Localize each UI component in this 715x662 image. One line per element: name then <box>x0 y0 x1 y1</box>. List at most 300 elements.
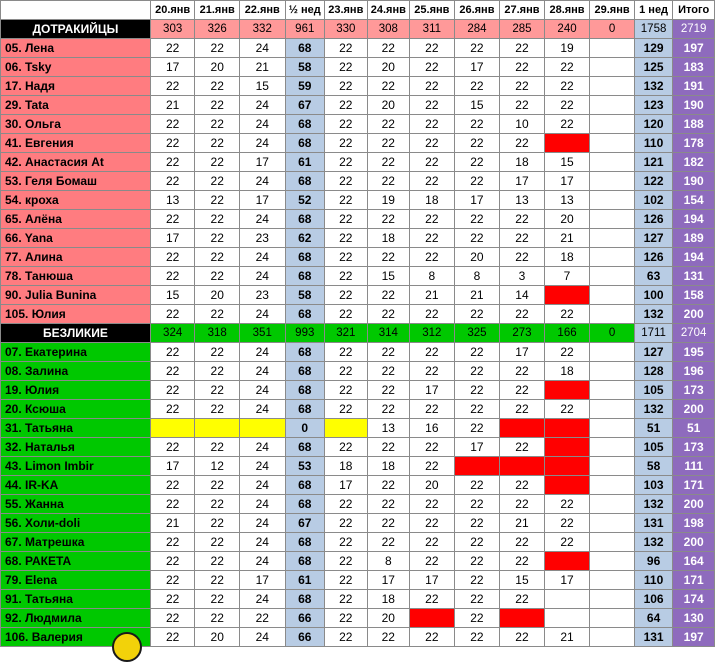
score-cell[interactable]: 15 <box>500 571 545 590</box>
score-cell[interactable]: 22 <box>410 58 455 77</box>
score-cell[interactable]: 123 <box>634 96 672 115</box>
score-cell[interactable] <box>590 381 635 400</box>
score-cell[interactable]: 22 <box>150 571 195 590</box>
score-cell[interactable]: 22 <box>367 400 410 419</box>
score-cell[interactable]: 121 <box>634 153 672 172</box>
score-cell[interactable]: 22 <box>454 476 500 495</box>
score-cell[interactable]: 22 <box>410 343 455 362</box>
score-cell[interactable]: 22 <box>367 438 410 457</box>
member-name[interactable]: 29. Tata <box>1 96 151 115</box>
score-cell[interactable]: 22 <box>195 229 240 248</box>
score-cell[interactable]: 200 <box>673 495 715 514</box>
team-summary-cell[interactable]: 312 <box>410 324 455 343</box>
score-cell[interactable]: 127 <box>634 229 672 248</box>
member-name[interactable]: 78. Танюша <box>1 267 151 286</box>
score-cell[interactable]: 66 <box>285 609 324 628</box>
score-cell[interactable]: 24 <box>239 172 285 191</box>
score-cell[interactable]: 20 <box>367 96 410 115</box>
member-name[interactable]: 65. Алёна <box>1 210 151 229</box>
score-cell[interactable]: 20 <box>367 58 410 77</box>
score-cell[interactable]: 197 <box>673 39 715 58</box>
score-cell[interactable]: 131 <box>634 514 672 533</box>
score-cell[interactable]: 21 <box>239 58 285 77</box>
score-cell[interactable]: 103 <box>634 476 672 495</box>
score-cell[interactable]: 22 <box>410 77 455 96</box>
member-name[interactable]: 05. Лена <box>1 39 151 58</box>
score-cell[interactable]: 58 <box>285 58 324 77</box>
score-cell[interactable]: 15 <box>239 77 285 96</box>
score-cell[interactable]: 22 <box>150 172 195 191</box>
score-cell[interactable]: 22 <box>500 134 545 153</box>
score-cell[interactable]: 120 <box>634 115 672 134</box>
score-cell[interactable]: 22 <box>150 552 195 571</box>
team-summary-cell[interactable]: 2719 <box>673 20 715 39</box>
score-cell[interactable]: 191 <box>673 77 715 96</box>
team-summary-cell[interactable]: 311 <box>410 20 455 39</box>
team-summary-cell[interactable]: 351 <box>239 324 285 343</box>
score-cell[interactable]: 3 <box>500 267 545 286</box>
member-name[interactable]: 66. Yana <box>1 229 151 248</box>
score-cell[interactable]: 188 <box>673 115 715 134</box>
score-cell[interactable]: 22 <box>195 362 240 381</box>
score-cell[interactable]: 22 <box>454 590 500 609</box>
team-summary-cell[interactable]: 0 <box>590 20 635 39</box>
score-cell[interactable]: 22 <box>325 248 368 267</box>
score-cell[interactable]: 22 <box>454 305 500 324</box>
member-name[interactable]: 53. Геля Бомаш <box>1 172 151 191</box>
score-cell[interactable]: 18 <box>367 457 410 476</box>
score-cell[interactable]: 22 <box>367 362 410 381</box>
member-name[interactable]: 41. Евгения <box>1 134 151 153</box>
member-name[interactable]: 79. Elena <box>1 571 151 590</box>
score-cell[interactable]: 22 <box>410 134 455 153</box>
score-cell[interactable]: 174 <box>673 590 715 609</box>
score-cell[interactable]: 22 <box>454 628 500 647</box>
score-cell[interactable] <box>590 134 635 153</box>
score-cell[interactable]: 22 <box>325 628 368 647</box>
score-cell[interactable]: 68 <box>285 305 324 324</box>
score-cell[interactable]: 22 <box>150 267 195 286</box>
score-cell[interactable]: 22 <box>325 343 368 362</box>
score-cell[interactable]: 110 <box>634 571 672 590</box>
score-cell[interactable]: 22 <box>150 590 195 609</box>
score-cell[interactable]: 22 <box>195 476 240 495</box>
score-cell[interactable]: 182 <box>673 153 715 172</box>
score-cell[interactable]: 22 <box>410 457 455 476</box>
score-cell[interactable]: 15 <box>454 96 500 115</box>
member-name[interactable]: 67. Матрешка <box>1 533 151 552</box>
team-summary-cell[interactable]: 308 <box>367 20 410 39</box>
team-summary-cell[interactable]: 332 <box>239 20 285 39</box>
score-cell[interactable]: 22 <box>325 267 368 286</box>
team-summary-cell[interactable]: 993 <box>285 324 324 343</box>
score-cell[interactable]: 22 <box>325 533 368 552</box>
score-cell[interactable]: 22 <box>367 495 410 514</box>
score-cell[interactable]: 67 <box>285 96 324 115</box>
score-cell[interactable]: 24 <box>239 457 285 476</box>
score-cell[interactable]: 61 <box>285 571 324 590</box>
score-cell[interactable]: 190 <box>673 172 715 191</box>
column-header[interactable]: 23.янв <box>325 1 368 20</box>
score-cell[interactable]: 61 <box>285 153 324 172</box>
score-cell[interactable]: 24 <box>239 305 285 324</box>
member-name[interactable]: 20. Ксюша <box>1 400 151 419</box>
score-cell[interactable]: 58 <box>285 286 324 305</box>
score-cell[interactable]: 22 <box>195 552 240 571</box>
column-header[interactable]: 27.янв <box>500 1 545 20</box>
score-cell[interactable]: 22 <box>150 210 195 229</box>
score-cell[interactable]: 22 <box>544 305 590 324</box>
team-summary-cell[interactable]: 314 <box>367 324 410 343</box>
score-cell[interactable]: 17 <box>150 457 195 476</box>
score-cell[interactable]: 100 <box>634 286 672 305</box>
score-cell[interactable]: 8 <box>454 267 500 286</box>
score-cell[interactable]: 18 <box>367 229 410 248</box>
score-cell[interactable]: 22 <box>367 248 410 267</box>
score-cell[interactable]: 200 <box>673 305 715 324</box>
score-cell[interactable]: 63 <box>634 267 672 286</box>
member-name[interactable]: 42. Анастасия At <box>1 153 151 172</box>
score-cell[interactable]: 22 <box>325 495 368 514</box>
score-cell[interactable] <box>410 609 455 628</box>
score-cell[interactable] <box>590 552 635 571</box>
team-summary-cell[interactable]: 961 <box>285 20 324 39</box>
score-cell[interactable]: 22 <box>367 628 410 647</box>
score-cell[interactable]: 22 <box>150 153 195 172</box>
score-cell[interactable]: 22 <box>325 77 368 96</box>
score-cell[interactable] <box>590 533 635 552</box>
score-cell[interactable]: 68 <box>285 590 324 609</box>
score-cell[interactable]: 105 <box>634 438 672 457</box>
score-cell[interactable]: 22 <box>195 571 240 590</box>
score-cell[interactable] <box>590 362 635 381</box>
score-cell[interactable]: 20 <box>195 58 240 77</box>
score-cell[interactable] <box>500 609 545 628</box>
score-cell[interactable]: 22 <box>150 39 195 58</box>
score-cell[interactable] <box>590 77 635 96</box>
score-cell[interactable]: 21 <box>500 514 545 533</box>
score-cell[interactable]: 22 <box>500 628 545 647</box>
score-cell[interactable] <box>544 590 590 609</box>
score-cell[interactable]: 22 <box>195 438 240 457</box>
score-cell[interactable]: 68 <box>285 248 324 267</box>
score-cell[interactable]: 131 <box>634 628 672 647</box>
score-cell[interactable]: 22 <box>500 476 545 495</box>
score-cell[interactable]: 24 <box>239 400 285 419</box>
score-cell[interactable]: 22 <box>367 210 410 229</box>
team-name[interactable]: БЕЗЛИКИЕ <box>1 324 151 343</box>
column-header[interactable]: 29.янв <box>590 1 635 20</box>
score-cell[interactable]: 17 <box>239 191 285 210</box>
score-cell[interactable]: 24 <box>239 248 285 267</box>
score-cell[interactable] <box>454 457 500 476</box>
score-cell[interactable]: 68 <box>285 343 324 362</box>
score-cell[interactable]: 17 <box>500 343 545 362</box>
team-summary-cell[interactable]: 1711 <box>634 324 672 343</box>
score-cell[interactable]: 131 <box>673 267 715 286</box>
score-cell[interactable]: 22 <box>367 533 410 552</box>
score-cell[interactable]: 20 <box>544 210 590 229</box>
score-cell[interactable]: 24 <box>239 381 285 400</box>
score-cell[interactable]: 22 <box>195 305 240 324</box>
member-name[interactable]: 54. кроха <box>1 191 151 210</box>
column-header[interactable]: 28.янв <box>544 1 590 20</box>
score-cell[interactable]: 24 <box>239 476 285 495</box>
score-cell[interactable]: 24 <box>239 362 285 381</box>
score-cell[interactable]: 19 <box>544 39 590 58</box>
score-cell[interactable]: 22 <box>410 552 455 571</box>
score-cell[interactable]: 22 <box>325 609 368 628</box>
score-cell[interactable]: 21 <box>454 286 500 305</box>
score-cell[interactable] <box>544 438 590 457</box>
score-cell[interactable] <box>590 58 635 77</box>
score-cell[interactable]: 22 <box>195 153 240 172</box>
score-cell[interactable]: 22 <box>454 172 500 191</box>
score-cell[interactable]: 164 <box>673 552 715 571</box>
score-cell[interactable]: 132 <box>634 400 672 419</box>
score-cell[interactable]: 173 <box>673 381 715 400</box>
score-cell[interactable]: 22 <box>410 39 455 58</box>
score-cell[interactable]: 16 <box>410 419 455 438</box>
score-cell[interactable]: 51 <box>673 419 715 438</box>
score-cell[interactable]: 22 <box>367 172 410 191</box>
score-cell[interactable]: 20 <box>454 248 500 267</box>
score-cell[interactable]: 24 <box>239 495 285 514</box>
score-cell[interactable] <box>544 419 590 438</box>
score-cell[interactable]: 22 <box>195 381 240 400</box>
score-cell[interactable]: 18 <box>325 457 368 476</box>
score-cell[interactable]: 17 <box>239 571 285 590</box>
score-cell[interactable]: 171 <box>673 571 715 590</box>
score-cell[interactable]: 22 <box>195 172 240 191</box>
score-cell[interactable]: 22 <box>500 39 545 58</box>
column-header[interactable]: 24.янв <box>367 1 410 20</box>
score-cell[interactable]: 68 <box>285 267 324 286</box>
score-cell[interactable]: 22 <box>500 381 545 400</box>
score-cell[interactable]: 22 <box>454 115 500 134</box>
score-cell[interactable]: 200 <box>673 400 715 419</box>
team-summary-cell[interactable]: 240 <box>544 20 590 39</box>
member-name[interactable]: 56. Холи-doli <box>1 514 151 533</box>
score-cell[interactable]: 22 <box>150 495 195 514</box>
score-cell[interactable]: 22 <box>454 495 500 514</box>
score-cell[interactable]: 158 <box>673 286 715 305</box>
score-cell[interactable]: 68 <box>285 115 324 134</box>
score-cell[interactable]: 122 <box>634 172 672 191</box>
score-cell[interactable]: 21 <box>410 286 455 305</box>
score-cell[interactable]: 22 <box>500 210 545 229</box>
score-cell[interactable]: 22 <box>325 115 368 134</box>
column-header[interactable]: Итого <box>673 1 715 20</box>
team-summary-cell[interactable]: 284 <box>454 20 500 39</box>
score-cell[interactable]: 96 <box>634 552 672 571</box>
score-cell[interactable]: 22 <box>367 134 410 153</box>
score-cell[interactable]: 22 <box>150 343 195 362</box>
member-name[interactable]: 08. Залина <box>1 362 151 381</box>
score-cell[interactable]: 22 <box>454 362 500 381</box>
score-cell[interactable]: 22 <box>367 286 410 305</box>
score-cell[interactable]: 22 <box>454 153 500 172</box>
score-cell[interactable] <box>239 419 285 438</box>
member-name[interactable]: 17. Надя <box>1 77 151 96</box>
score-cell[interactable]: 22 <box>325 153 368 172</box>
score-cell[interactable]: 22 <box>544 400 590 419</box>
score-cell[interactable]: 24 <box>239 210 285 229</box>
score-cell[interactable] <box>544 476 590 495</box>
score-cell[interactable]: 22 <box>325 286 368 305</box>
score-cell[interactable]: 22 <box>410 362 455 381</box>
score-cell[interactable] <box>544 134 590 153</box>
score-cell[interactable]: 22 <box>500 362 545 381</box>
score-cell[interactable]: 22 <box>410 628 455 647</box>
score-cell[interactable] <box>500 419 545 438</box>
score-cell[interactable]: 64 <box>634 609 672 628</box>
score-cell[interactable]: 126 <box>634 210 672 229</box>
score-cell[interactable]: 22 <box>195 514 240 533</box>
score-cell[interactable]: 66 <box>285 628 324 647</box>
score-cell[interactable]: 51 <box>634 419 672 438</box>
score-cell[interactable]: 62 <box>285 229 324 248</box>
score-cell[interactable]: 22 <box>325 305 368 324</box>
score-cell[interactable]: 22 <box>410 495 455 514</box>
score-cell[interactable]: 68 <box>285 172 324 191</box>
team-summary-cell[interactable]: 325 <box>454 324 500 343</box>
score-cell[interactable]: 22 <box>500 77 545 96</box>
score-cell[interactable]: 22 <box>195 343 240 362</box>
score-cell[interactable]: 20 <box>367 609 410 628</box>
member-name[interactable]: 44. IR-KA <box>1 476 151 495</box>
score-cell[interactable]: 20 <box>195 286 240 305</box>
member-name[interactable]: 30. Ольга <box>1 115 151 134</box>
score-cell[interactable]: 18 <box>544 362 590 381</box>
score-cell[interactable]: 102 <box>634 191 672 210</box>
score-cell[interactable]: 154 <box>673 191 715 210</box>
score-cell[interactable]: 129 <box>634 39 672 58</box>
score-cell[interactable]: 24 <box>239 39 285 58</box>
score-cell[interactable]: 22 <box>367 153 410 172</box>
score-cell[interactable]: 68 <box>285 362 324 381</box>
score-cell[interactable]: 68 <box>285 39 324 58</box>
member-name[interactable]: 55. Жанна <box>1 495 151 514</box>
score-cell[interactable] <box>195 419 240 438</box>
score-cell[interactable]: 24 <box>239 134 285 153</box>
score-cell[interactable]: 22 <box>410 229 455 248</box>
score-cell[interactable]: 22 <box>195 115 240 134</box>
score-cell[interactable]: 53 <box>285 457 324 476</box>
score-cell[interactable]: 22 <box>544 495 590 514</box>
score-cell[interactable]: 22 <box>367 77 410 96</box>
score-cell[interactable]: 17 <box>454 58 500 77</box>
score-cell[interactable]: 128 <box>634 362 672 381</box>
score-cell[interactable]: 22 <box>325 362 368 381</box>
score-cell[interactable]: 22 <box>150 628 195 647</box>
score-cell[interactable]: 22 <box>195 533 240 552</box>
score-cell[interactable]: 22 <box>500 248 545 267</box>
score-cell[interactable]: 22 <box>150 305 195 324</box>
score-cell[interactable]: 22 <box>150 609 195 628</box>
score-cell[interactable]: 22 <box>150 248 195 267</box>
score-cell[interactable]: 171 <box>673 476 715 495</box>
score-cell[interactable]: 22 <box>454 39 500 58</box>
score-cell[interactable] <box>544 286 590 305</box>
column-header[interactable]: 26.янв <box>454 1 500 20</box>
score-cell[interactable]: 132 <box>634 533 672 552</box>
score-cell[interactable]: 18 <box>500 153 545 172</box>
member-name[interactable]: 06. Tsky <box>1 58 151 77</box>
score-cell[interactable] <box>590 476 635 495</box>
score-cell[interactable]: 17 <box>454 438 500 457</box>
column-header[interactable]: 1 нед <box>634 1 672 20</box>
score-cell[interactable]: 17 <box>544 571 590 590</box>
score-cell[interactable]: 22 <box>500 495 545 514</box>
score-cell[interactable]: 200 <box>673 533 715 552</box>
score-cell[interactable]: 22 <box>544 533 590 552</box>
score-cell[interactable]: 22 <box>454 134 500 153</box>
score-cell[interactable]: 197 <box>673 628 715 647</box>
score-cell[interactable]: 18 <box>410 191 455 210</box>
score-cell[interactable]: 22 <box>150 77 195 96</box>
score-cell[interactable]: 15 <box>544 153 590 172</box>
score-cell[interactable]: 22 <box>410 96 455 115</box>
score-cell[interactable]: 22 <box>410 533 455 552</box>
score-cell[interactable]: 22 <box>454 229 500 248</box>
score-cell[interactable]: 21 <box>544 628 590 647</box>
score-cell[interactable]: 22 <box>150 381 195 400</box>
score-cell[interactable]: 22 <box>454 609 500 628</box>
team-summary-cell[interactable]: 326 <box>195 20 240 39</box>
score-cell[interactable] <box>590 305 635 324</box>
score-cell[interactable]: 106 <box>634 590 672 609</box>
score-cell[interactable]: 22 <box>195 495 240 514</box>
score-cell[interactable]: 22 <box>454 552 500 571</box>
score-cell[interactable] <box>590 96 635 115</box>
score-cell[interactable] <box>590 229 635 248</box>
score-cell[interactable]: 22 <box>195 609 240 628</box>
column-header[interactable]: 22.янв <box>239 1 285 20</box>
score-cell[interactable]: 10 <box>500 115 545 134</box>
score-cell[interactable]: 22 <box>500 590 545 609</box>
score-cell[interactable]: 22 <box>500 305 545 324</box>
score-cell[interactable]: 22 <box>195 267 240 286</box>
score-cell[interactable]: 24 <box>239 533 285 552</box>
score-cell[interactable]: 19 <box>367 191 410 210</box>
team-summary-cell[interactable]: 0 <box>590 324 635 343</box>
score-cell[interactable]: 8 <box>410 267 455 286</box>
score-cell[interactable]: 132 <box>634 495 672 514</box>
score-cell[interactable]: 126 <box>634 248 672 267</box>
score-cell[interactable] <box>150 419 195 438</box>
team-summary-cell[interactable]: 321 <box>325 324 368 343</box>
score-cell[interactable]: 22 <box>325 229 368 248</box>
team-summary-cell[interactable]: 318 <box>195 324 240 343</box>
score-cell[interactable]: 22 <box>325 438 368 457</box>
score-cell[interactable]: 68 <box>285 438 324 457</box>
score-cell[interactable] <box>544 609 590 628</box>
score-cell[interactable]: 22 <box>195 210 240 229</box>
score-cell[interactable]: 132 <box>634 305 672 324</box>
score-cell[interactable]: 23 <box>239 286 285 305</box>
score-cell[interactable]: 22 <box>500 229 545 248</box>
score-cell[interactable]: 22 <box>544 115 590 134</box>
score-cell[interactable]: 24 <box>239 438 285 457</box>
score-cell[interactable]: 17 <box>410 381 455 400</box>
score-cell[interactable]: 22 <box>454 533 500 552</box>
score-cell[interactable]: 17 <box>454 191 500 210</box>
score-cell[interactable]: 183 <box>673 58 715 77</box>
score-cell[interactable]: 20 <box>195 628 240 647</box>
score-cell[interactable] <box>590 248 635 267</box>
score-cell[interactable]: 196 <box>673 362 715 381</box>
